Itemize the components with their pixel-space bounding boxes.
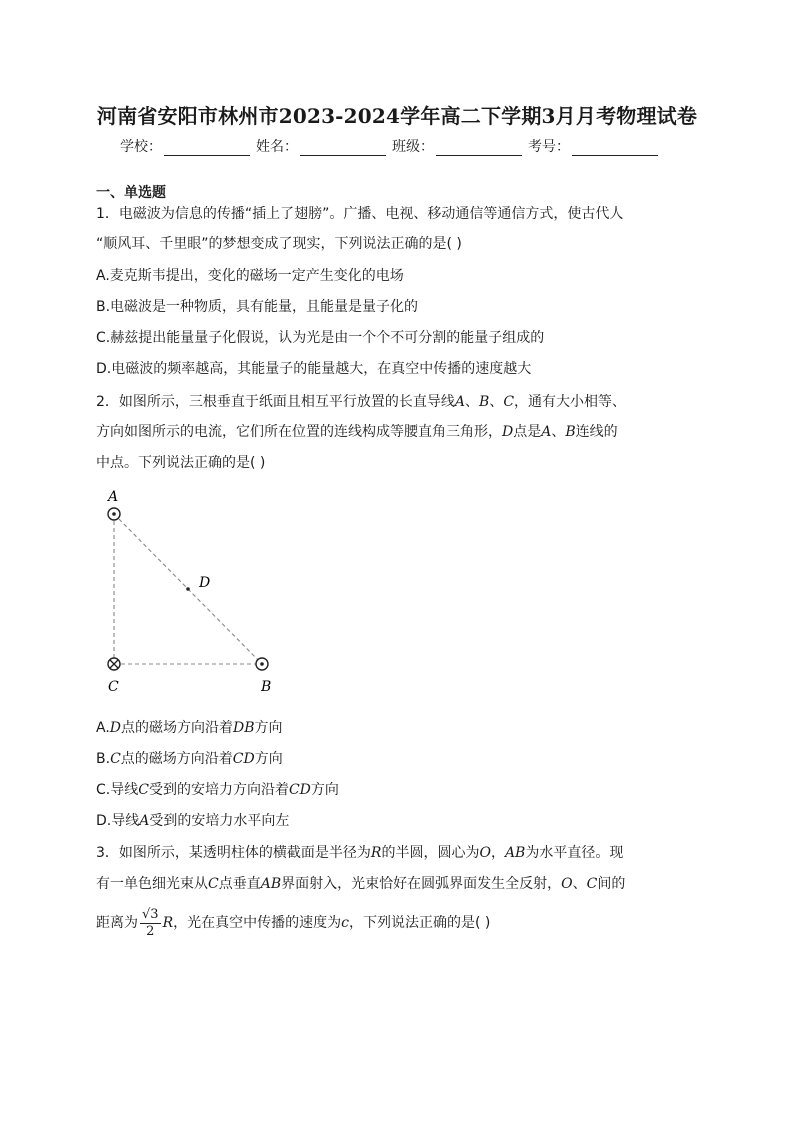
- q2-option-d: [96, 811, 289, 831]
- label-d: D: [199, 575, 211, 591]
- q2-stem-line3: 中点。下列说法正确的是( ): [96, 455, 266, 471]
- wire-b-out-icon: [256, 658, 268, 670]
- text: 连线的: [575, 424, 618, 440]
- name-label: 姓名：: [256, 139, 298, 155]
- text: 、: [572, 876, 587, 892]
- var: c: [341, 915, 349, 931]
- text: 方向如图所示的电流，它们所在位置的连线构成等腰直角三角形，: [96, 424, 502, 440]
- q1-option-b: B.电磁波是一种物质，具有能量，且能量是量子化的: [96, 299, 419, 315]
- text: 点垂直: [218, 876, 261, 892]
- exam-number-label: 考号：: [528, 139, 570, 155]
- var: A: [139, 813, 150, 829]
- exam-number-field: [528, 136, 658, 156]
- text: 、: [465, 394, 480, 410]
- point-d: [186, 587, 190, 591]
- var: A: [541, 424, 552, 440]
- text: A.: [96, 720, 110, 736]
- label-b: B: [261, 679, 272, 695]
- text: 点的磁场方向沿着: [121, 720, 234, 736]
- text: 受到的安培力方向沿着: [148, 782, 289, 798]
- var: AB: [260, 876, 282, 892]
- q2-triangle-diagram: [96, 486, 286, 696]
- text: 3．如图所示，某透明柱体的横截面是半径为: [96, 845, 371, 861]
- text: 间的: [597, 876, 626, 892]
- text: 点是: [513, 424, 542, 440]
- q3-stem-line3: [96, 906, 490, 940]
- label-a: A: [108, 489, 119, 505]
- school-blank[interactable]: [164, 141, 250, 156]
- var: D: [502, 424, 514, 440]
- text: 为水平直径。现: [525, 845, 624, 861]
- fraction-sqrt3-over-2: [140, 907, 161, 940]
- text: 方向: [254, 751, 283, 767]
- var: AB: [504, 845, 526, 861]
- q1-option-a: A.麦克斯韦提出，变化的磁场一定产生变化的电场: [96, 268, 404, 284]
- page-title: 河南省安阳市林州市2023-2024学年高二下学期3月月考物理试卷: [96, 104, 698, 128]
- text: ，: [490, 845, 505, 861]
- var: DB: [233, 720, 255, 736]
- var: B: [479, 394, 490, 410]
- text: 2．如图所示，三根垂直于纸面且相互平行放置的长直导线: [96, 394, 455, 410]
- wire-c-in-icon: [108, 658, 120, 670]
- text: 距离为: [96, 915, 138, 931]
- var: R: [370, 845, 382, 861]
- class-blank[interactable]: [436, 141, 522, 156]
- fraction-numerator: √3: [142, 906, 159, 922]
- var: B: [565, 424, 576, 440]
- q3-stem-line1: [96, 843, 623, 863]
- text: 、: [489, 394, 504, 410]
- text: 受到的安培力水平向左: [149, 813, 290, 829]
- fraction-denominator: 2: [146, 923, 155, 939]
- var: CD: [232, 751, 255, 767]
- var: D: [109, 720, 122, 736]
- school-field: [120, 136, 250, 156]
- var: A: [454, 394, 466, 410]
- var: O: [479, 845, 491, 861]
- q2-stem-line1: [96, 392, 626, 412]
- text: B.: [96, 751, 111, 767]
- var: C: [503, 394, 515, 410]
- q2-option-b: [96, 749, 283, 769]
- q2-option-a: [96, 718, 283, 738]
- student-info-row: [120, 136, 680, 156]
- text: D.导线: [96, 813, 140, 829]
- var: C: [138, 782, 149, 798]
- var: C: [110, 751, 121, 767]
- text: 界面射入，光束恰好在圆弧界面发生全反射，: [281, 876, 562, 892]
- text: ，通有大小相等、: [514, 394, 627, 410]
- q1-option-c: C.赫兹提出能量量子化假说，认为光是由一个个不可分割的能量子组成的: [96, 330, 545, 346]
- school-label: 学校：: [120, 139, 162, 155]
- text: ，下列说法正确的是( ): [348, 915, 491, 931]
- exam-number-blank[interactable]: [572, 141, 658, 156]
- q1-stem-line2: “顺风耳、千里眼”的梦想变成了现实，下列说法正确的是( ): [96, 236, 462, 252]
- q2-option-c: [96, 780, 339, 800]
- text: 、: [551, 424, 566, 440]
- text: ，光在真空中传播的速度为: [173, 915, 342, 931]
- text: 有一单色细光束从: [96, 876, 208, 892]
- var: CD: [288, 782, 311, 798]
- var: C: [208, 876, 219, 892]
- q2-figure: [96, 486, 286, 696]
- section-heading: 一、单选题: [96, 185, 166, 201]
- text: 方向: [310, 782, 339, 798]
- var: O: [561, 876, 573, 892]
- var: R: [162, 915, 174, 931]
- q1-stem-line1: 1．电磁波为信息的传播“插上了翅膀”。广播、电视、移动通信等通信方式，使古代人: [96, 206, 624, 222]
- text: 方向: [254, 720, 283, 736]
- label-c: C: [108, 679, 119, 695]
- q1-option-d: D.电磁波的频率越高，其能量子的能量越大，在真空中传播的速度越大: [96, 361, 532, 377]
- text: C.导线: [96, 782, 139, 798]
- q2-stem-line2: [96, 422, 618, 442]
- q3-stem-line2: [96, 874, 625, 894]
- var: C: [586, 876, 598, 892]
- class-label: 班级：: [392, 139, 434, 155]
- text: 点的磁场方向沿着: [120, 751, 233, 767]
- name-blank[interactable]: [300, 141, 386, 156]
- text: 的半圆，圆心为: [381, 845, 480, 861]
- class-field: [392, 136, 522, 156]
- wire-a-out-icon: [108, 508, 120, 520]
- name-field: [256, 136, 386, 156]
